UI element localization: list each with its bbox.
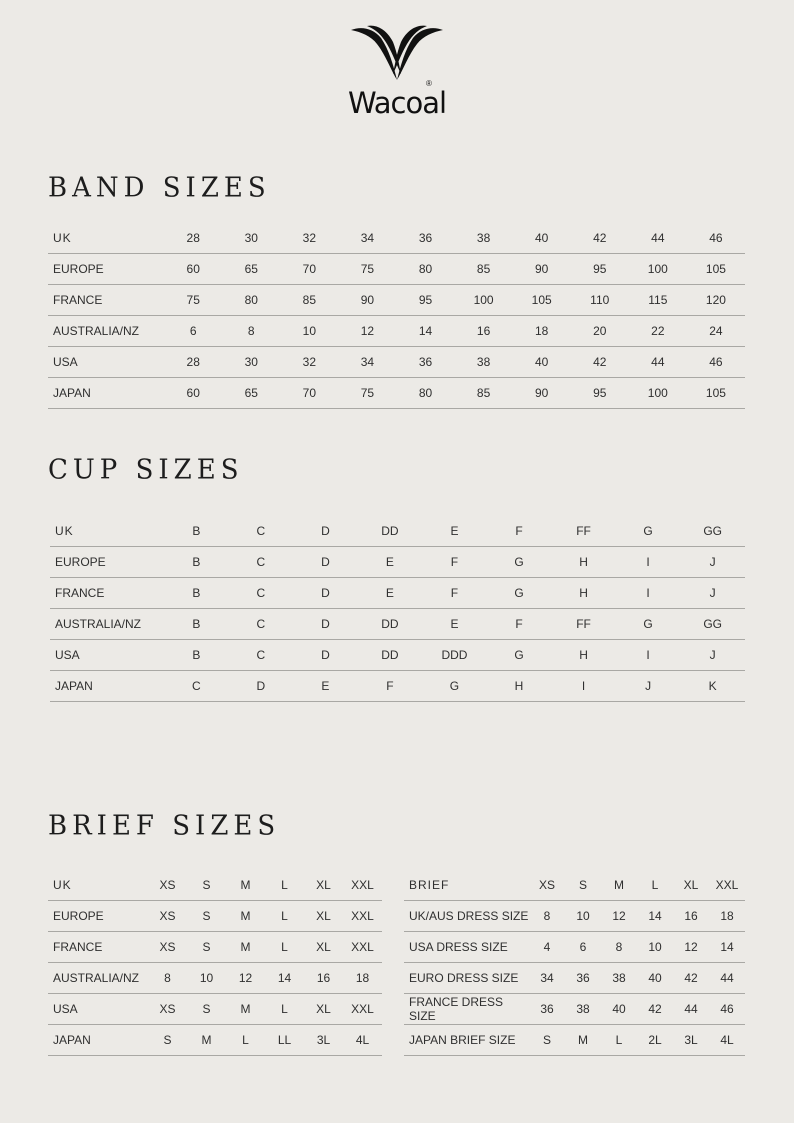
size-cell: 40 [637,963,673,994]
size-cell: C [229,516,294,547]
table-row [404,963,745,994]
size-cell: B [164,516,229,547]
size-cell: J [680,547,745,578]
size-cell: 4 [529,932,565,963]
size-cell: 44 [673,994,709,1025]
size-cell: S [148,1025,187,1056]
size-cell: 18 [709,901,745,932]
size-cell: XS [148,901,187,932]
size-cell: C [229,578,294,609]
size-cell: 10 [637,932,673,963]
size-cell: M [226,994,265,1025]
row-label: EUROPE [48,901,148,932]
size-cell: 22 [629,316,687,347]
size-cell: 65 [222,254,280,285]
table-row [48,932,382,963]
size-cell: D [229,671,294,702]
size-cell: B [164,640,229,671]
size-cell: 100 [455,285,513,316]
table-row [404,994,745,1025]
size-cell: XL [304,994,343,1025]
size-cell: 2L [637,1025,673,1056]
size-cell: 16 [455,316,513,347]
size-cell: 38 [455,223,513,254]
band-sizes-rows [48,223,745,409]
size-cell: H [551,547,616,578]
size-cell: 20 [571,316,629,347]
size-cell: 28 [164,347,222,378]
table-row [50,671,745,702]
size-cell: 10 [565,901,601,932]
size-cell: J [680,578,745,609]
size-cell: E [293,671,358,702]
table-row [48,254,745,285]
size-cell: I [616,640,681,671]
row-label: UK [48,870,148,901]
size-cell: 6 [164,316,222,347]
size-cell: E [358,578,423,609]
size-cell: XL [304,901,343,932]
table-row [48,870,382,901]
size-cell: 44 [629,347,687,378]
size-cell: DD [358,609,423,640]
size-cell: M [226,901,265,932]
row-label: JAPAN BRIEF SIZE [404,1025,529,1056]
size-cell: 85 [455,254,513,285]
size-cell: G [616,516,681,547]
size-cell: B [164,609,229,640]
size-cell: G [487,640,552,671]
size-cell: 75 [338,378,396,409]
table-row [48,1025,382,1056]
row-label: FRANCE [48,932,148,963]
size-cell: XXL [709,870,745,901]
size-cell: DDD [422,640,487,671]
size-cell: D [293,640,358,671]
size-cell: 32 [280,347,338,378]
table-row [48,994,382,1025]
row-label: UK [48,223,164,254]
size-cell: GG [680,516,745,547]
row-label: JAPAN [50,671,164,702]
size-cell: S [187,932,226,963]
size-cell: L [265,994,304,1025]
size-cell: 42 [673,963,709,994]
size-cell: 18 [343,963,382,994]
table-row [50,609,745,640]
size-cell: 105 [687,254,745,285]
size-cell: 3L [304,1025,343,1056]
size-cell: C [229,640,294,671]
size-cell: XXL [343,932,382,963]
row-label: FRANCE [48,285,164,316]
row-label: FRANCE [50,578,164,609]
size-cell: E [358,547,423,578]
size-cell: XL [304,870,343,901]
table-row [48,963,382,994]
size-cell: 90 [338,285,396,316]
size-cell: C [164,671,229,702]
table-row [50,516,745,547]
table-row [50,640,745,671]
size-cell: G [616,609,681,640]
row-label: AUSTRALIA/NZ [48,316,164,347]
size-cell: B [164,578,229,609]
size-cell: 14 [265,963,304,994]
size-cell: M [187,1025,226,1056]
size-cell: D [293,578,358,609]
size-cell: 36 [396,347,454,378]
size-cell: 34 [338,347,396,378]
size-cell: 85 [455,378,513,409]
size-cell: XXL [343,994,382,1025]
size-cell: 40 [601,994,637,1025]
size-cell: E [422,516,487,547]
size-cell: K [680,671,745,702]
size-cell: G [487,578,552,609]
size-cell: I [616,578,681,609]
size-cell: FF [551,516,616,547]
size-cell: L [637,870,673,901]
row-label: USA DRESS SIZE [404,932,529,963]
size-cell: S [187,901,226,932]
size-cell: F [422,547,487,578]
brief-sizes-dress-table [404,870,745,1056]
size-cell: XS [148,994,187,1025]
size-cell: 12 [601,901,637,932]
size-cell: 12 [673,932,709,963]
size-cell: D [293,609,358,640]
row-label: USA [50,640,164,671]
size-cell: 16 [304,963,343,994]
size-cell: 36 [529,994,565,1025]
cup-sizes-table [50,516,745,702]
size-cell: 38 [601,963,637,994]
size-cell: 75 [338,254,396,285]
size-cell: F [358,671,423,702]
size-cell: 100 [629,378,687,409]
size-cell: G [422,671,487,702]
size-cell: M [565,1025,601,1056]
size-cell: H [551,640,616,671]
size-cell: 95 [396,285,454,316]
size-cell: XXL [343,901,382,932]
wacoal-logo-mark-icon [347,24,447,88]
size-cell: I [551,671,616,702]
table-row [48,901,382,932]
band-sizes-title: BAND SIZES [48,172,271,204]
size-cell: L [265,932,304,963]
row-label: EUROPE [50,547,164,578]
band-sizes-table [48,223,745,409]
size-cell: 30 [222,223,280,254]
size-cell: S [187,994,226,1025]
size-cell: M [226,932,265,963]
size-cell: H [551,578,616,609]
size-cell: 6 [565,932,601,963]
size-cell: 70 [280,254,338,285]
size-cell: D [293,516,358,547]
size-cell: 60 [164,254,222,285]
table-row [404,901,745,932]
size-cell: L [265,901,304,932]
size-cell: DD [358,640,423,671]
size-cell: 36 [396,223,454,254]
size-cell: 28 [164,223,222,254]
wacoal-logo [340,24,454,120]
brief-country-rows [48,870,382,1056]
table-row [48,223,745,254]
row-label: USA [48,347,164,378]
size-cell: 40 [513,223,571,254]
size-cell: 46 [687,223,745,254]
row-label: AUSTRALIA/NZ [50,609,164,640]
size-cell: F [422,578,487,609]
size-cell: 4L [343,1025,382,1056]
size-cell: 42 [571,347,629,378]
size-cell: 34 [529,963,565,994]
size-cell: C [229,547,294,578]
size-cell: 100 [629,254,687,285]
size-cell: M [601,870,637,901]
table-row [404,1025,745,1056]
size-cell: L [601,1025,637,1056]
size-cell: 105 [513,285,571,316]
row-label: USA [48,994,148,1025]
row-label: JAPAN [48,1025,148,1056]
size-cell: 120 [687,285,745,316]
table-row [48,347,745,378]
size-cell: 3L [673,1025,709,1056]
size-cell: J [616,671,681,702]
size-cell: 14 [637,901,673,932]
size-cell: B [164,547,229,578]
size-cell: 46 [687,347,745,378]
size-cell: L [226,1025,265,1056]
size-cell: 24 [687,316,745,347]
size-cell: 44 [629,223,687,254]
size-cell: 10 [280,316,338,347]
size-cell: 38 [565,994,601,1025]
size-cell: 8 [148,963,187,994]
table-row [48,285,745,316]
size-cell: 42 [571,223,629,254]
size-cell: 10 [187,963,226,994]
size-cell: 44 [709,963,745,994]
size-cell: XS [148,870,187,901]
cup-sizes-title: CUP SIZES [48,454,244,486]
table-row [48,316,745,347]
size-cell: XS [148,932,187,963]
size-cell: XL [673,870,709,901]
size-cell: 16 [673,901,709,932]
size-cell: LL [265,1025,304,1056]
size-cell: 14 [709,932,745,963]
size-cell: 42 [637,994,673,1025]
row-label: UK/AUS DRESS SIZE [404,901,529,932]
brief-sizes-country-table [48,870,382,1056]
size-cell: 75 [164,285,222,316]
size-cell: 70 [280,378,338,409]
size-cell: 65 [222,378,280,409]
size-cell: 46 [709,994,745,1025]
size-cell: 40 [513,347,571,378]
row-label: FRANCE DRESS SIZE [404,994,529,1025]
cup-sizes-rows [50,516,745,702]
table-row [404,870,745,901]
size-cell: E [422,609,487,640]
brief-sizes-title: BRIEF SIZES [48,810,281,842]
size-cell: L [265,870,304,901]
size-cell: 80 [396,254,454,285]
size-cell: 8 [529,901,565,932]
row-label: JAPAN [48,378,164,409]
row-label: EURO DRESS SIZE [404,963,529,994]
size-cell: 32 [280,223,338,254]
size-cell: XXL [343,870,382,901]
size-cell: H [487,671,552,702]
size-cell: 95 [571,254,629,285]
size-cell: 30 [222,347,280,378]
size-cell: 14 [396,316,454,347]
size-cell: 90 [513,378,571,409]
brand-name: Wacoal [347,86,447,120]
table-row [50,578,745,609]
size-cell: F [487,516,552,547]
size-cell: XL [304,932,343,963]
registered-mark: ® [426,79,432,88]
size-cell: 34 [338,223,396,254]
size-cell: F [487,609,552,640]
size-cell: 85 [280,285,338,316]
size-cell: 18 [513,316,571,347]
size-cell: 8 [222,316,280,347]
row-label: UK [50,516,164,547]
size-cell: 8 [601,932,637,963]
size-cell: 95 [571,378,629,409]
size-cell: 80 [222,285,280,316]
row-label: BRIEF [404,870,529,901]
size-cell: G [487,547,552,578]
size-cell: S [565,870,601,901]
size-cell: 115 [629,285,687,316]
size-cell: XS [529,870,565,901]
size-cell: DD [358,516,423,547]
size-cell: 105 [687,378,745,409]
size-cell: 12 [226,963,265,994]
size-cell: I [616,547,681,578]
size-cell: 110 [571,285,629,316]
size-cell: 12 [338,316,396,347]
size-cell: 60 [164,378,222,409]
size-cell: 36 [565,963,601,994]
size-cell: FF [551,609,616,640]
size-cell: D [293,547,358,578]
size-cell: GG [680,609,745,640]
table-row [404,932,745,963]
size-cell: 90 [513,254,571,285]
table-row [50,547,745,578]
size-cell: 80 [396,378,454,409]
table-row [48,378,745,409]
size-cell: M [226,870,265,901]
size-cell: J [680,640,745,671]
size-cell: S [529,1025,565,1056]
size-cell: 38 [455,347,513,378]
size-cell: C [229,609,294,640]
size-cell: 4L [709,1025,745,1056]
size-cell: S [187,870,226,901]
brief-dress-rows [404,870,745,1056]
row-label: EUROPE [48,254,164,285]
row-label: AUSTRALIA/NZ [48,963,148,994]
